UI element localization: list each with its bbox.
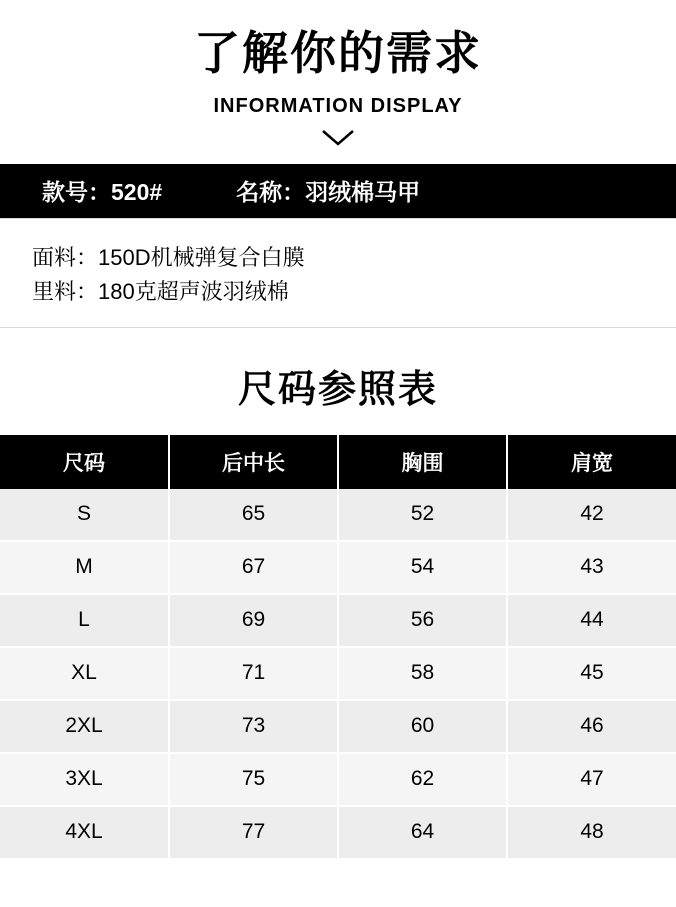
table-row [0, 489, 676, 541]
column-header-size: 尺码 [0, 435, 169, 489]
table-row [0, 700, 676, 753]
cell-bust: 54 [338, 541, 507, 594]
table-row [0, 541, 676, 594]
cell-bust: 58 [338, 647, 507, 700]
fabric-spec: 面料：150D机械弹复合白膜 [32, 244, 305, 270]
table-row [0, 594, 676, 647]
column-header-shoulder: 肩宽 [507, 435, 676, 489]
column-header-bust: 胸围 [338, 435, 507, 489]
cell-bust: 64 [338, 806, 507, 859]
material-spec-block [0, 219, 676, 327]
cell-back-length: 69 [169, 594, 338, 647]
chevron-down-icon [0, 128, 676, 150]
cell-back-length: 73 [169, 700, 338, 753]
cell-bust: 60 [338, 700, 507, 753]
cell-shoulder: 48 [507, 806, 676, 859]
cell-bust: 62 [338, 753, 507, 806]
product-name: 名称：羽绒棉马甲 [236, 179, 421, 206]
cell-size: XL [0, 647, 169, 700]
table-row [0, 753, 676, 806]
cell-shoulder: 43 [507, 541, 676, 594]
product-info-page [0, 28, 676, 907]
page-subtitle: INFORMATION DISPLAY [213, 94, 463, 117]
table-row [0, 647, 676, 700]
size-chart-title: 尺码参照表 [237, 368, 438, 411]
cell-size: 2XL [0, 700, 169, 753]
cell-size: S [0, 489, 169, 541]
table-row [0, 806, 676, 859]
cell-back-length: 65 [169, 489, 338, 541]
cell-size: M [0, 541, 169, 594]
cell-size: 3XL [0, 753, 169, 806]
product-style-number: 款号：520# [42, 179, 163, 206]
cell-back-length: 71 [169, 647, 338, 700]
cell-shoulder: 46 [507, 700, 676, 753]
cell-size: 4XL [0, 806, 169, 859]
cell-shoulder: 42 [507, 489, 676, 541]
cell-back-length: 77 [169, 806, 338, 859]
cell-shoulder: 44 [507, 594, 676, 647]
product-identity-bar [0, 164, 676, 218]
cell-shoulder: 45 [507, 647, 676, 700]
size-chart-table [0, 435, 676, 860]
cell-bust: 52 [338, 489, 507, 541]
cell-back-length: 75 [169, 753, 338, 806]
cell-back-length: 67 [169, 541, 338, 594]
table-header-row [0, 435, 676, 489]
lining-spec: 里料：180克超声波羽绒棉 [32, 278, 289, 304]
cell-bust: 56 [338, 594, 507, 647]
page-title: 了解你的需求 [194, 27, 482, 79]
divider-bottom [0, 327, 676, 328]
column-header-back-length: 后中长 [169, 435, 338, 489]
cell-shoulder: 47 [507, 753, 676, 806]
cell-size: L [0, 594, 169, 647]
